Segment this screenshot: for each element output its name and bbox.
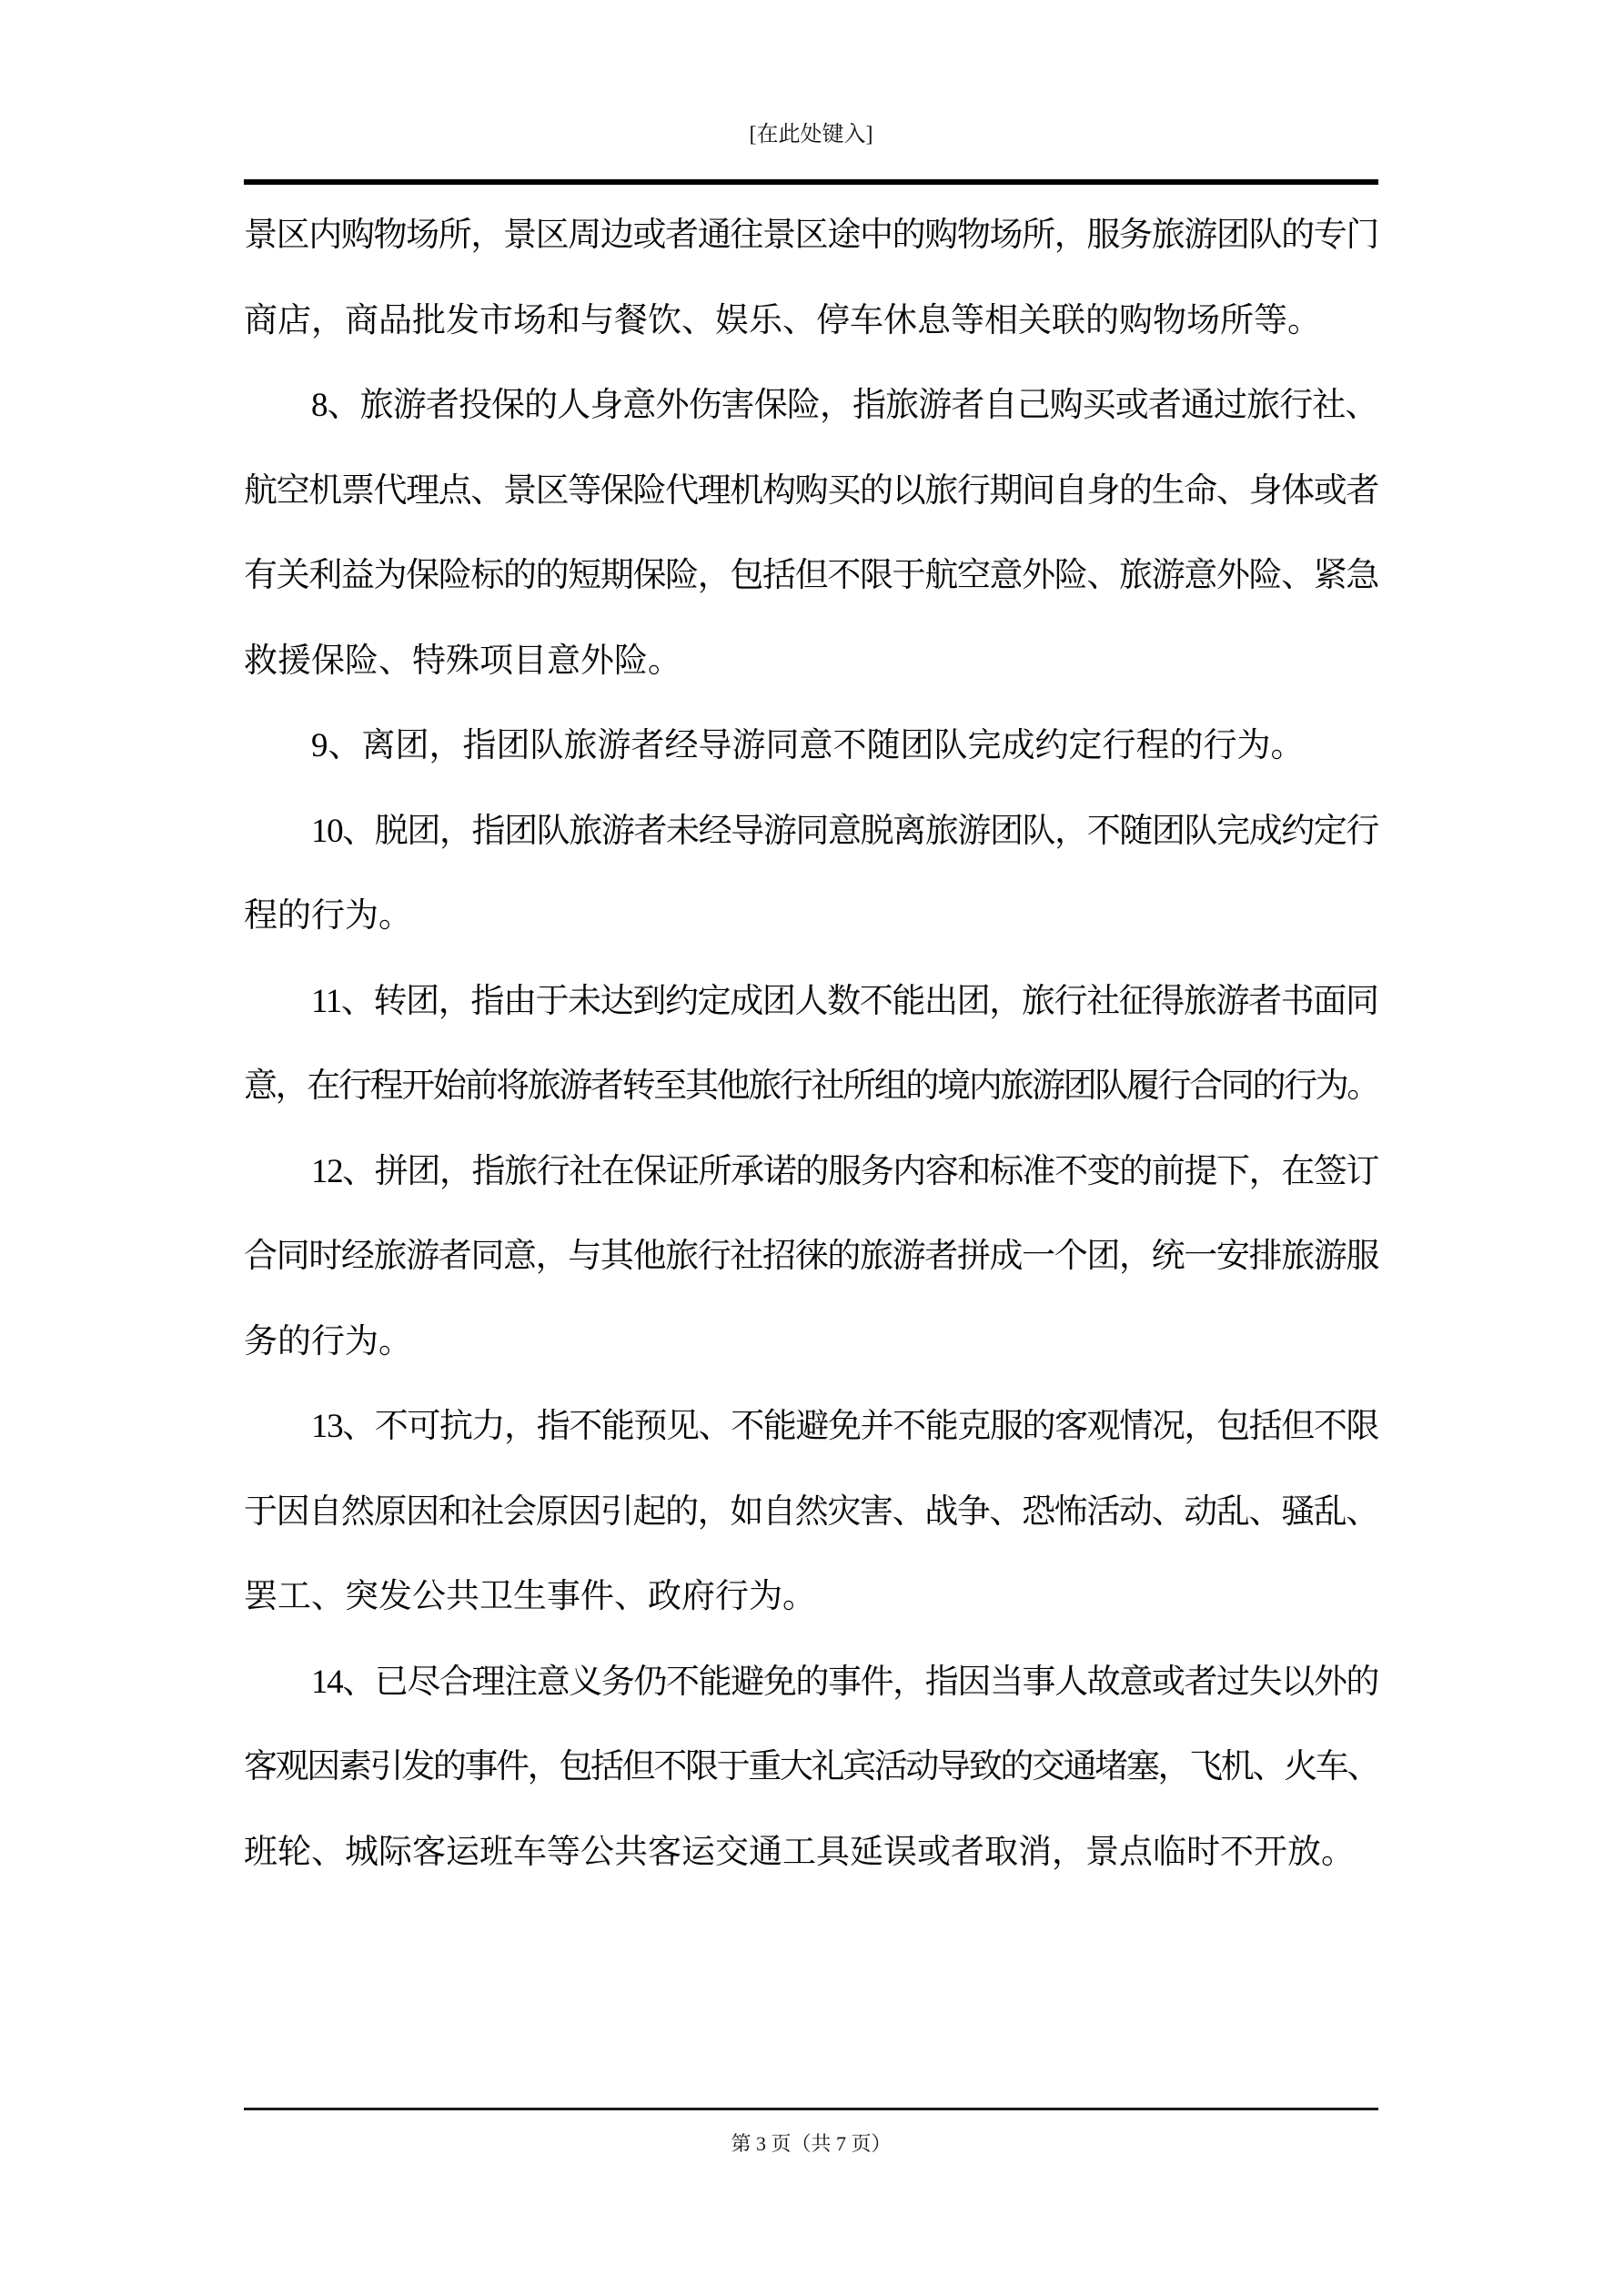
body-line: 有关利益为保险标的的短期保险，包括但不限于航空意外险、旅游意外险、紧急 <box>244 557 1378 594</box>
body-line: 客观因素引发的事件，包括但不限于重大礼宾活动导致的交通堵塞，飞机、火车、 <box>244 1748 1378 1785</box>
body-line: 救援保险、特殊项目意外险。 <box>244 642 681 680</box>
body-line: 航空机票代理点、景区等保险代理机构购买的以旅行期间自身的生命、身体或者 <box>244 471 1378 510</box>
body-line: 14、已尽合理注意义务仍不能避免的事件，指因当事人故意或者过失以外的 <box>311 1663 1378 1701</box>
body-line: 11、转团，指由于未达到约定成团人数不能出团，旅行社征得旅游者书面同 <box>311 982 1378 1020</box>
page-footer <box>244 2126 1378 2162</box>
body-line: 罢工、突发公共卫生事件、政府行为。 <box>244 1578 816 1615</box>
body-line: 8、旅游者投保的人身意外伤害保险，指旅游者自己购买或者通过旅行社、 <box>311 387 1378 424</box>
header-placeholder-text: [在此处键入] <box>749 123 873 147</box>
header-rule <box>244 179 1378 185</box>
page-header <box>244 118 1378 151</box>
body-line: 班轮、城际客运班车等公共客运交通工具延误或者取消，景点临时不开放。 <box>244 1833 1355 1871</box>
body-line: 景区内购物场所，景区周边或者通往景区途中的购物场所，服务旅游团队的专门 <box>244 217 1378 254</box>
body-line: 10、脱团，指团队旅游者未经导游同意脱离旅游团队，不随团队完成约定行 <box>311 812 1378 850</box>
body-line: 程的行为。 <box>244 897 412 935</box>
body-line: 意，在行程开始前将旅游者转至其他旅行社所组的境内旅游团队履行合同的行为。 <box>244 1067 1378 1105</box>
body-line: 于因自然原因和社会原因引起的，如自然灾害、战争、恐怖活动、动乱、骚乱、 <box>244 1492 1378 1531</box>
footer-rule <box>244 2108 1378 2110</box>
body-line: 13、不可抗力，指不能预见、不能避免并不能克服的客观情况，包括但不限 <box>311 1408 1378 1445</box>
body-line: 12、拼团，指旅行社在保证所承诺的服务内容和标准不变的前提下，在签订 <box>311 1152 1378 1190</box>
document-body <box>244 193 1378 1895</box>
body-line: 务的行为。 <box>244 1322 412 1360</box>
body-line: 合同时经旅游者同意，与其他旅行社招徕的旅游者拼成一个团，统一安排旅游服 <box>244 1238 1378 1275</box>
body-line: 9、离团，指团队旅游者经导游同意不随团队完成约定行程的行为。 <box>311 727 1305 764</box>
body-line: 商店，商品批发市场和与餐饮、娱乐、停车休息等相关联的购物场所等。 <box>244 301 1321 339</box>
page-number-text: 第 3 页（共 7 页） <box>731 2132 892 2155</box>
